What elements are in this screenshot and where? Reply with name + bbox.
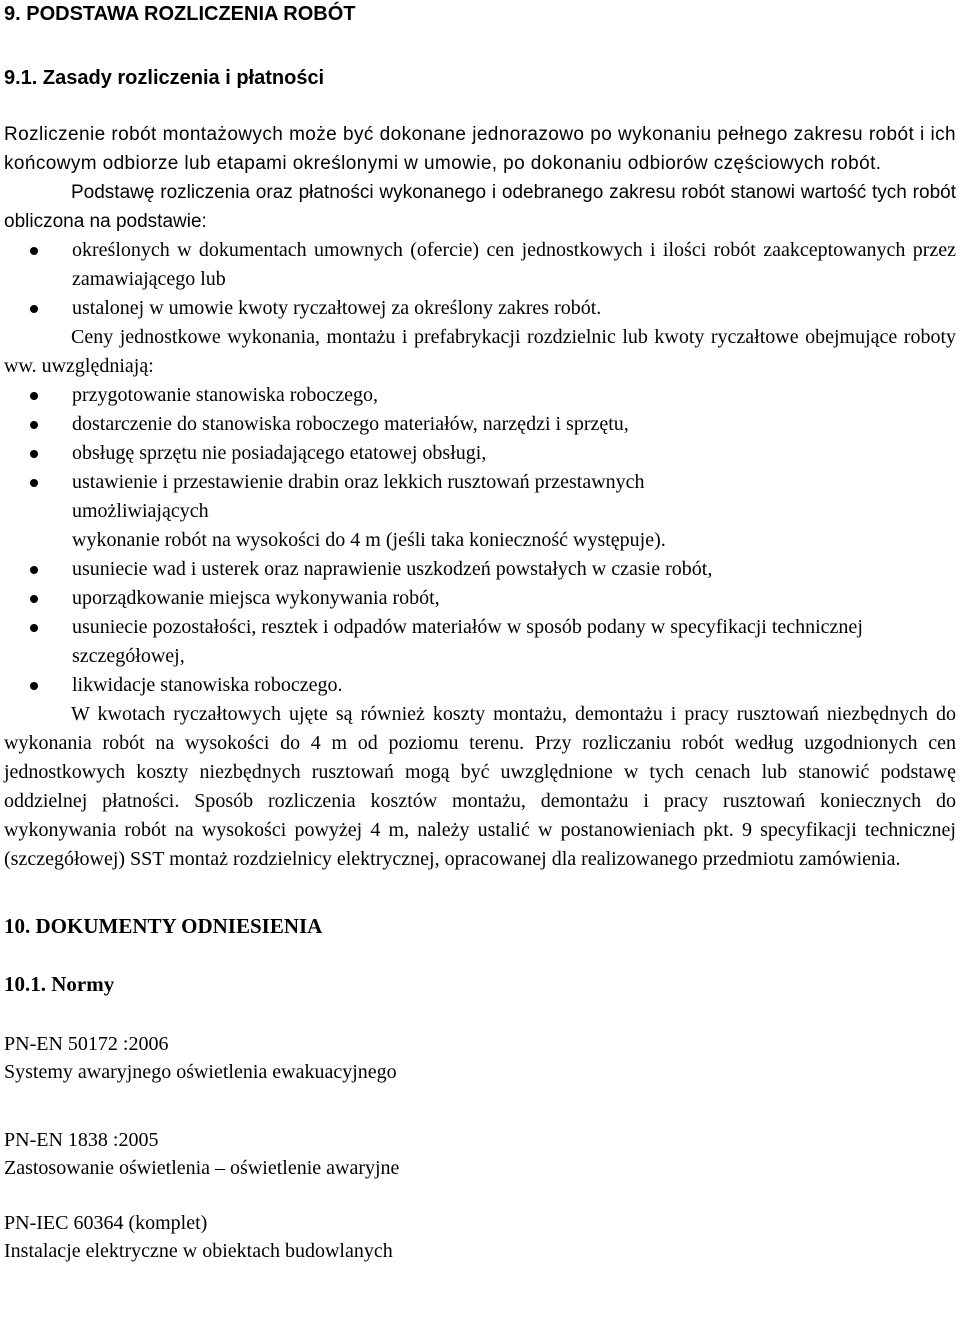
standard-title: Instalacje elektryczne w obiektach budowlanych (4, 1240, 393, 1262)
list-item: usuniecie wad i usterek oraz naprawienie uszkodzeń powstałych w czasie robót, (4, 555, 956, 584)
standard-entry (4, 1209, 956, 1265)
standard-code: PN-EN 1838 :2005 (4, 1129, 159, 1151)
standard-entry (4, 1030, 956, 1086)
list-item: uporządkowanie miejsca wykonywania robót, (4, 584, 956, 613)
document-page (4, 0, 956, 1265)
intro-paragraph-2: Podstawę rozliczenia oraz płatności wykonanego i odebranego zakresu robót stanowi wartość tych robót obliczona na podstawie: (4, 182, 956, 232)
list-item: ustalonej w umowie kwoty ryczałtowej za określony zakres robót. (4, 294, 956, 323)
list-item: dostarczenie do stanowiska roboczego materiałów, narzędzi i sprzętu, (4, 410, 956, 439)
standard-entry (4, 1126, 956, 1182)
list-item-continuation: wykonanie robót na wysokości do 4 m (jeśli taka konieczność występuje). (72, 529, 666, 551)
list-item: określonych w dokumentach umownych (ofercie) cen jednostkowych i ilości robót zaakceptowanych przez zamawiającego lub (4, 236, 956, 294)
list-item: likwidacje stanowiska roboczego. (4, 671, 956, 700)
standard-code: PN-EN 50172 :2006 (4, 1033, 169, 1055)
section-9-1-heading: 9.1. Zasady rozliczenia i płatności (4, 67, 325, 89)
standard-title: Zastosowanie oświetlenia – oświetlenie awaryjne (4, 1157, 400, 1179)
section-10-1-heading: 10.1. Normy (4, 972, 115, 996)
list-item: ustawienie i przestawienie drabin oraz lekkich rusztowań przestawnych umożliwiających (4, 468, 956, 526)
standard-code: PN-IEC 60364 (komplet) (4, 1212, 208, 1234)
section-9-heading: 9. PODSTAWA ROZLICZENIA ROBÓT (4, 3, 356, 25)
includes-list (4, 381, 956, 700)
standard-title: Systemy awaryjnego oświetlenia ewakuacyjnego (4, 1061, 397, 1083)
list-item: obsługę sprzętu nie posiadającego etatowej obsługi, (4, 439, 956, 468)
scaffold-paragraph: W kwotach ryczałtowych ujęte są również koszty montażu, demontażu i pracy rusztowań niezbędnych do wykonania robót na wysokości do 4 m od poziomu terenu. Przy rozliczaniu robót według uzgodnionych cen jednostkowych koszty niezbędnych rusztowań mogą być uwzględnione w tych cenach lub stanowić podstawę oddzielnej płatności. Sposób rozliczenia kosztów montażu, demontażu i pracy rusztowań koniecznych do wykonywania robót na wysokości powyżej 4 m, należy ustalić w postanowieniach pkt. 9 specyfikacji technicznej (szczegółowej) SST montaż rozdzielnicy elektrycznej, opracowanej dla realizowanego przedmiotu zamówienia. (4, 703, 956, 870)
basis-list (4, 236, 956, 323)
intro-paragraph-1: Rozliczenie robót montażowych może być dokonane jednorazowo po wykonaniu pełnego zakresu robót i ich końcowym odbiorze lub etapami określonymi w umowie, po dokonaniu odbiorów częściowych robót. (4, 124, 956, 174)
section-10-heading: 10. DOKUMENTY ODNIESIENIA (4, 914, 323, 938)
list-item: przygotowanie stanowiska roboczego, (4, 381, 956, 410)
prices-paragraph: Ceny jednostkowe wykonania, montażu i prefabrykacji rozdzielnic lub kwoty ryczałtowe obejmujące roboty ww. uwzględniają: (4, 326, 956, 377)
list-item: usuniecie pozostałości, resztek i odpadów materiałów w sposób podany w specyfikacji technicznej szczegółowej, (4, 613, 956, 671)
